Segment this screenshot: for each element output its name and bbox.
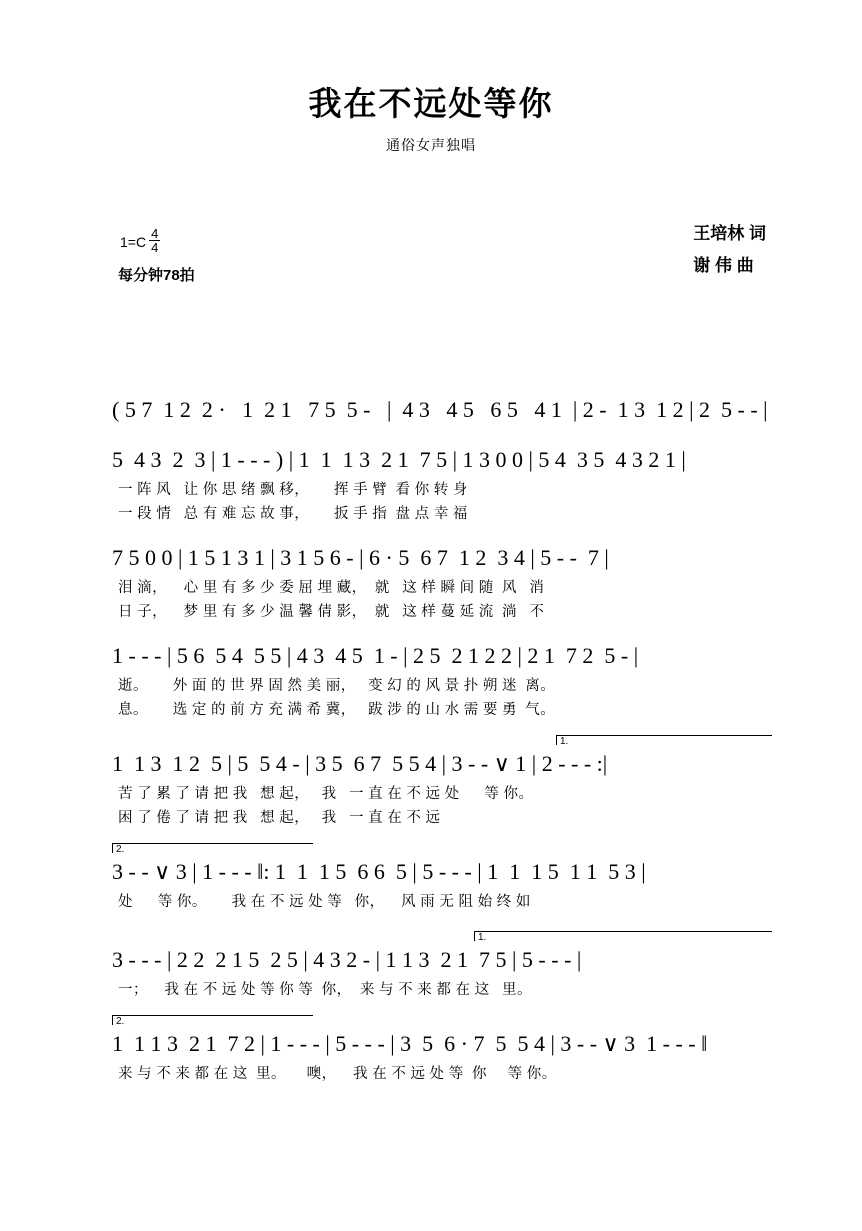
notation-line: 7 5 0 0 | 1 5 1 3 1 | 3 1 5 6 - | 6 · 5 6 7 1 2 3 4 | 5 - - 7 | — [112, 545, 609, 570]
key-signature: 1=C — [120, 233, 147, 250]
first-ending-bracket-2 — [474, 931, 772, 941]
music-system-4 — [0, 639, 862, 721]
first-ending-label-2: 1. — [478, 932, 487, 943]
lyric-line-verse1: 苦 了 累 了 请 把 我 想 起， 我 一 直 在 不 远 处 等 你。 — [118, 786, 534, 802]
notation-line: 1 1 3 1 2 5 | 5 5 4 - | 3 5 6 7 5 5 4 | 3 - - ∨ 1 | 2 - - - :| — [112, 751, 608, 776]
time-signature-numerator: 4 — [151, 226, 159, 241]
lyricist-credit: 王培林 词 — [693, 224, 766, 243]
lyric-line-verse1: 一； 我 在 不 远 处 等 你 等 你， 来 与 不 来 都 在 这 里。 — [118, 982, 532, 998]
music-system-8 — [0, 1016, 862, 1085]
second-ending-label-2: 2. — [116, 1016, 125, 1027]
second-ending-label: 2. — [116, 844, 125, 855]
second-ending-bracket — [112, 843, 313, 853]
notation-line: ( 5 7 1 2 2 · 1 2 1 7 5 5 - | 4 3 4 5 6 5 4 1 | 2 - 1 3 1 2 | 2 5 - - | — [112, 397, 768, 422]
music-system-6 — [0, 844, 862, 913]
sheet-music-page — [0, 78, 862, 1231]
first-ending-label: 1. — [560, 736, 569, 747]
lyric-line-verse2: 日 子， 梦 里 有 多 少 温 馨 倩 影， 就 这 样 蔓 延 流 淌 不 — [118, 604, 545, 620]
notation-line: 3 - - - | 2 2 2 1 5 2 5 | 4 3 2 - | 1 1 3 2 1 7 5 | 5 - - - | — [112, 947, 582, 972]
credits-block — [693, 218, 766, 282]
music-system-7 — [0, 932, 862, 1001]
time-signature-denominator: 4 — [151, 240, 159, 255]
time-signature — [149, 227, 160, 254]
lyric-line-verse1: 泪 滴， 心 里 有 多 少 委 屈 埋 藏， 就 这 样 瞬 间 随 风 消 — [118, 580, 545, 596]
tempo-marking: 每分钟78拍 — [118, 267, 195, 284]
lyric-line-verse1: 来 与 不 来 都 在 这 里。 噢， 我 在 不 远 处 等 你 等 你。 — [118, 1066, 557, 1082]
music-system-5 — [0, 736, 862, 829]
lyric-line-verse2: 困 了 倦 了 请 把 我 想 起， 我 一 直 在 不 远 — [118, 810, 441, 826]
lyric-line-verse1: 一 阵 风 让 你 思 绪 飘 移， 挥 手 臂 看 你 转 身 — [118, 482, 468, 498]
lyric-line-verse1: 处 等 你。 我 在 不 远 处 等 你， 风 雨 无 阻 始 终 如 — [118, 894, 531, 910]
music-system-2 — [0, 443, 862, 525]
first-ending-bracket — [556, 735, 772, 745]
notation-line: 1 1 1 3 2 1 7 2 | 1 - - - | 5 - - - | 3 5 6 · 7 5 5 4 | 3 - - ∨ 3 1 - - - ‖ — [112, 1031, 708, 1056]
key-time-signature — [120, 228, 160, 255]
music-system-1 — [0, 393, 862, 427]
notation-line: 1 - - - | 5 6 5 4 5 5 | 4 3 4 5 1 - | 2 5 2 1 2 2 | 2 1 7 2 5 - | — [112, 643, 639, 668]
lyric-line-verse2: 息。 选 定 的 前 方 充 满 希 冀， 跋 涉 的 山 水 需 要 勇 气。 — [118, 702, 556, 718]
composer-credit: 谢 伟 曲 — [693, 256, 754, 275]
notation-line: 5 4 3 2 3 | 1 - - - ) | 1 1 1 3 2 1 7 5 | 1 3 0 0 | 5 4 3 5 4 3 2 1 | — [112, 447, 686, 472]
music-system-3 — [0, 541, 862, 623]
lyric-line-verse1: 逝。 外 面 的 世 界 固 然 美 丽， 变 幻 的 风 景 扑 朔 迷 离。 — [118, 678, 556, 694]
page-subtitle: 通俗女声独唱 — [386, 139, 476, 154]
lyric-line-verse2: 一 段 情 总 有 难 忘 故 事， 扳 手 指 盘 点 幸 福 — [118, 506, 468, 522]
page-title: 我在不远处等你 — [308, 85, 554, 122]
second-ending-bracket-2 — [112, 1015, 313, 1025]
notation-line: 3 - - ∨ 3 | 1 - - - ‖: 1 1 1 5 6 6 5 | 5 - - - | 1 1 1 5 1 1 5 3 | — [112, 859, 646, 884]
